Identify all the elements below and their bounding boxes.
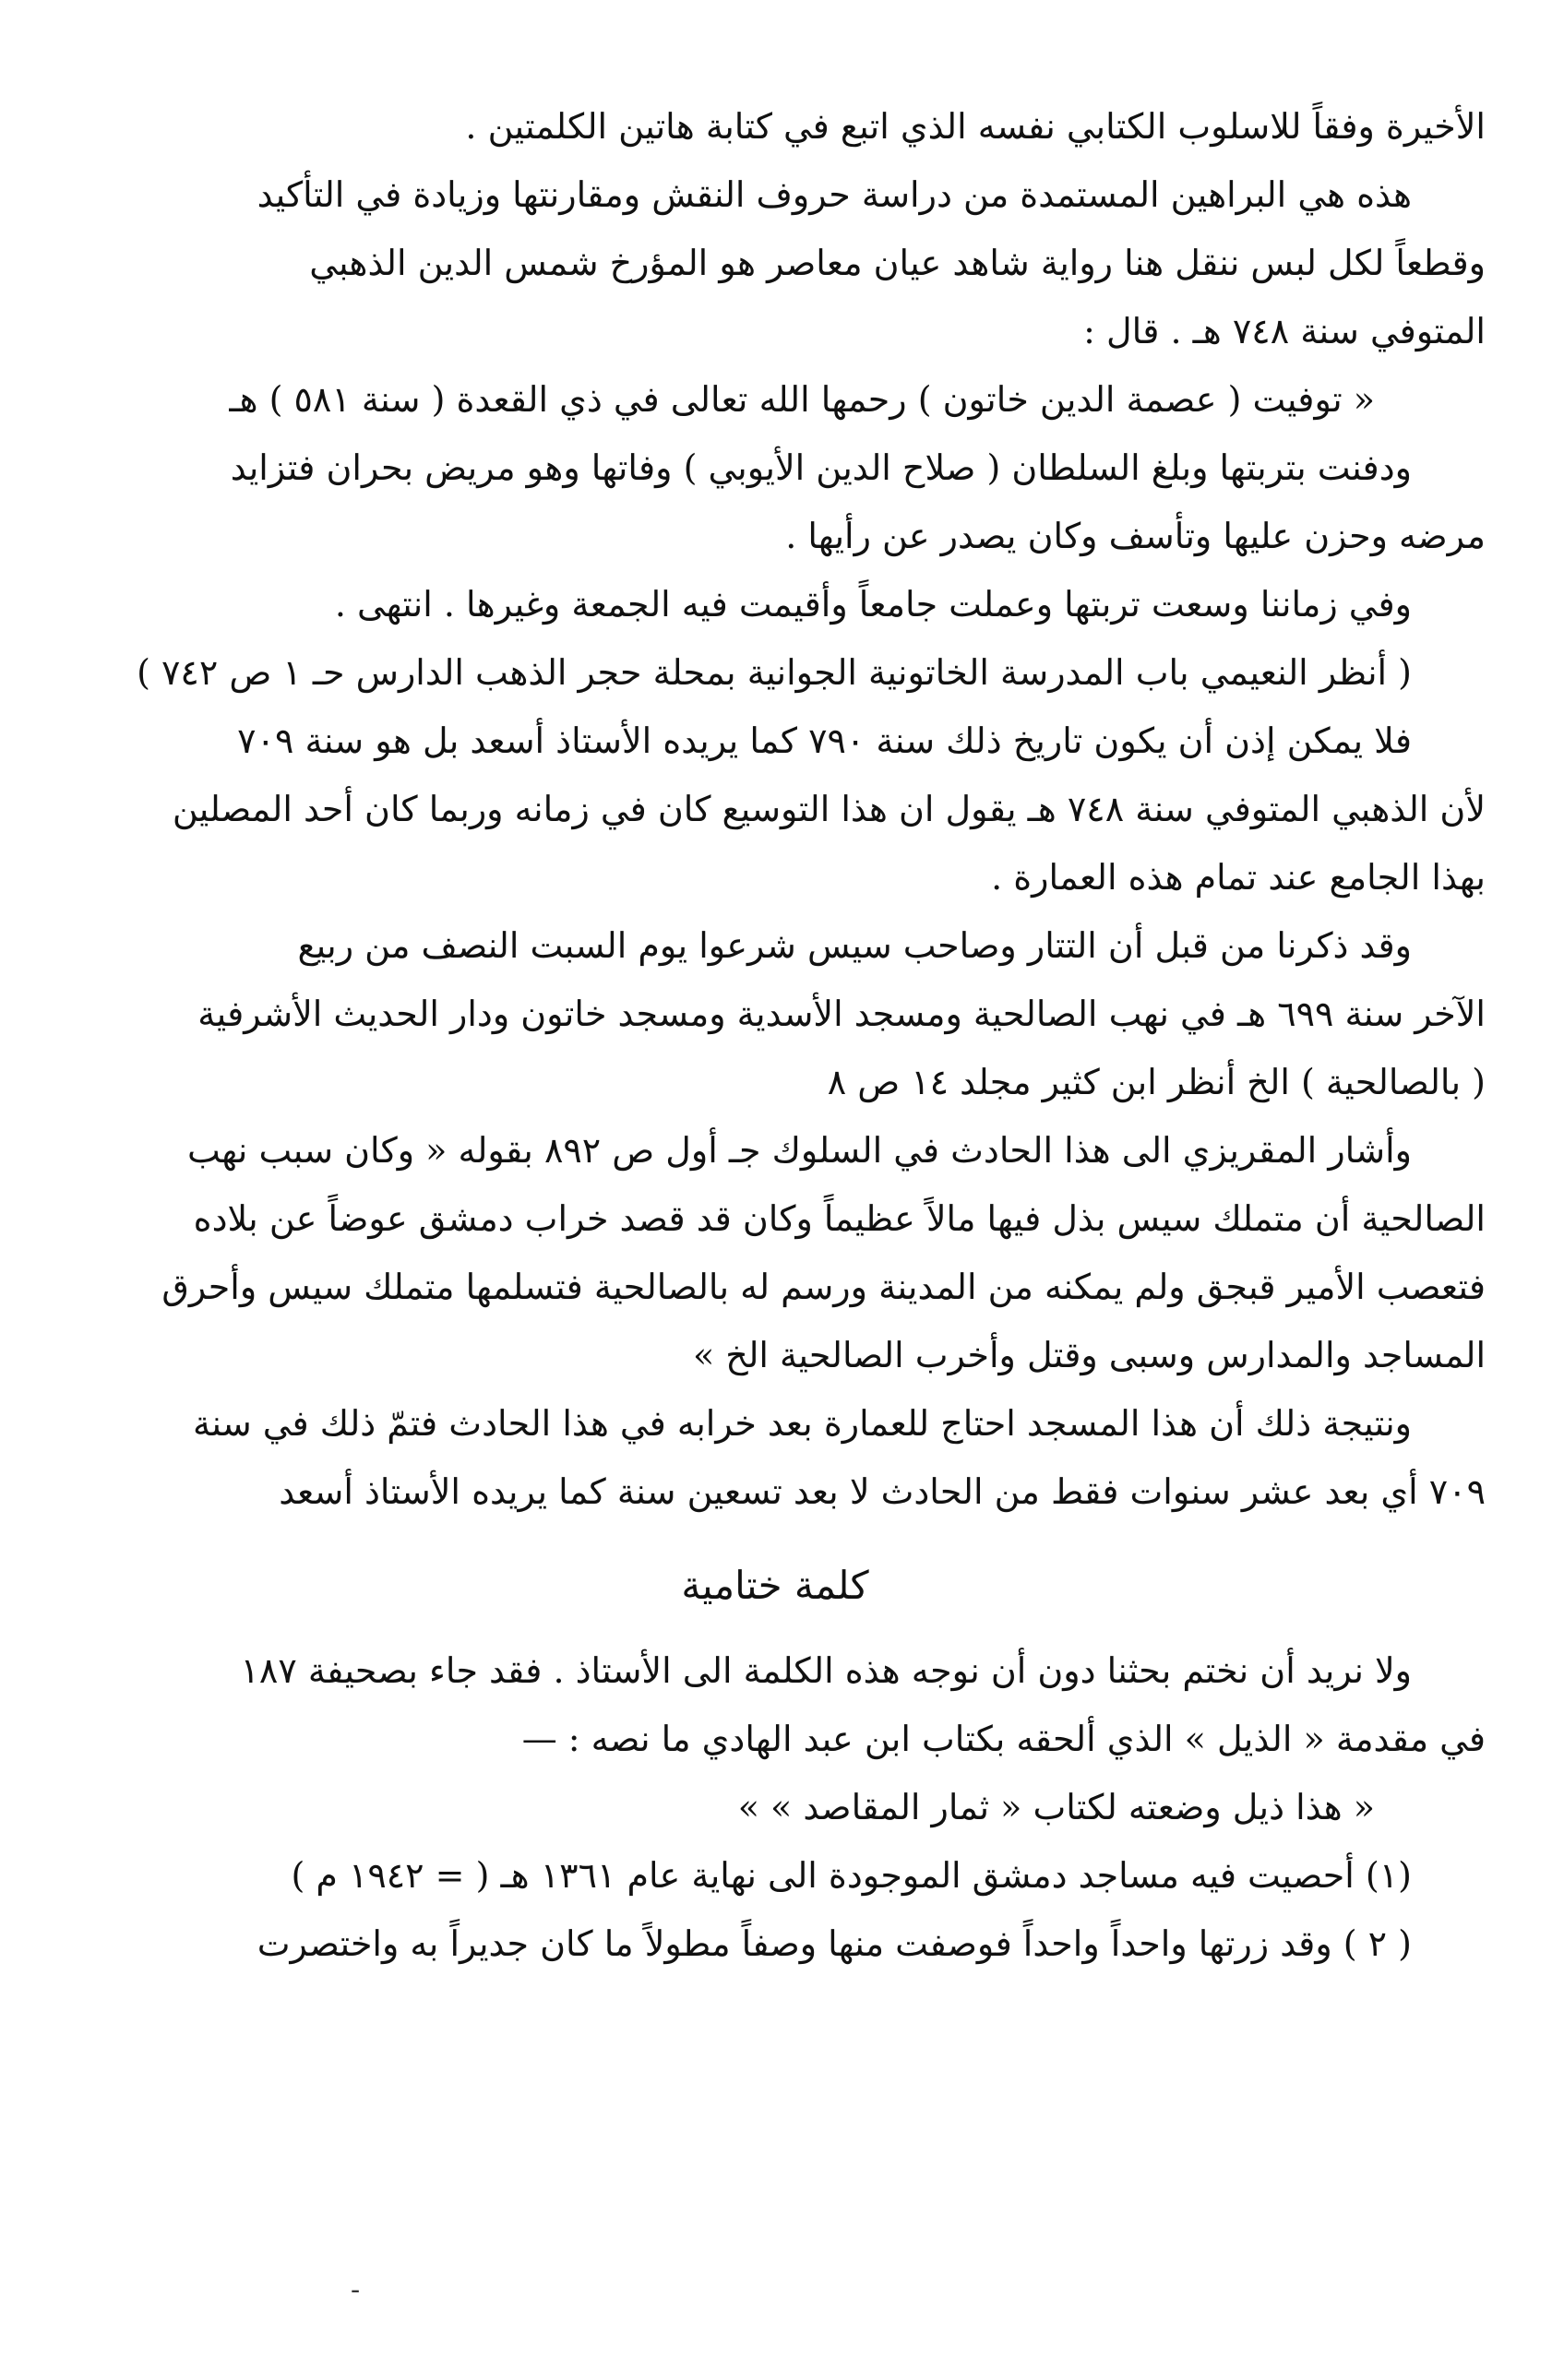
text-line-1: الأخيرة وفقاً للاسلوب الكتابي نفسه الذي اتبع في كتابة هاتين الكلمتين . (465, 106, 1486, 147)
page-footer-mark: - (351, 2274, 361, 2306)
closing-quote-line: « هذا ذيل وضعته لكتاب « ثمار المقاصد » » (737, 1787, 1375, 1827)
closing-line-1: ولا نريد أن نختم بحثنا دون أن نوجه هذه الكلمة الى الأستاذ . فقد جاء بصحيفة ١٨٧ (240, 1650, 1412, 1691)
text-line-16: وأشار المقريزي الى هذا الحادث في السلوك جـ أول ص ٨٩٢ بقوله « وكان سبب نهب (186, 1130, 1412, 1171)
closing-line-2: في مقدمة « الذيل » الذي ألحقه بكتاب ابن عبد الهادي ما نصه : — (521, 1719, 1486, 1759)
text-line-19: المساجد والمدارس وسبى وقتل وأخرب الصالحية الخ » (692, 1335, 1486, 1375)
text-line-15: ( بالصالحية ) الخ أنظر ابن كثير مجلد ١٤ ص ٨ (827, 1062, 1486, 1102)
quote-line-1: « توفيت ( عصمة الدين خاتون ) رحمها الله تعالى في ذي القعدة ( سنة ٥٨١ ) هـ (229, 379, 1375, 420)
text-line-10: فلا يمكن إذن أن يكون تاريخ ذلك سنة ٧٩٠ كما يريده الأستاذ أسعد بل هو سنة ٧٠٩ (237, 720, 1412, 761)
text-line-12: بهذا الجامع عند تمام هذه العمارة . (991, 857, 1486, 898)
quote-line-4: وفي زماننا وسعت تربتها وعملت جامعاً وأقيمت فيه الجمعة وغيرها . انتهى . (334, 584, 1412, 625)
text-line-17: الصالحية أن متملك سيس بذل فيها مالاً عظيماً وكان قد قصد خراب دمشق عوضاً عن بلاده (193, 1198, 1486, 1239)
text-line-11: لأن الذهبي المتوفي سنة ٧٤٨ هـ يقول ان هذا التوسيع كان في زمانه وربما كان أحد المصلين (172, 789, 1486, 829)
text-line-20: ونتيجة ذلك أن هذا المسجد احتاج للعمارة بعد خرابه في هذا الحادث فتمّ ذلك في سنة (193, 1403, 1412, 1444)
quote-line-2: ودفنت بتربتها وبلغ السلطان ( صلاح الدين الأيوبي ) وفاتها وهو مريض بحران فتزايد (230, 447, 1412, 488)
text-line-21: ٧٠٩ أي بعد عشر سنوات فقط من الحادث لا بعد تسعين سنة كما يريده الأستاذ أسعد (279, 1471, 1486, 1512)
text-line-18: فتعصب الأمير قبجق ولم يمكنه من المدينة ورسم له بالصالحية فتسلمها متملك سيس وأحرق (161, 1267, 1486, 1307)
closing-list-item-1: (١) أحصيت فيه مساجد دمشق الموجودة الى نهاية عام ١٣٦١ هـ ( = ١٩٤٢ م ) (291, 1855, 1412, 1896)
document-page (65, 92, 1486, 1978)
text-line-4: المتوفي سنة ٧٤٨ هـ . قال : (1083, 311, 1486, 351)
text-line-14: الآخر سنة ٦٩٩ هـ في نهب الصالحية ومسجد الأسدية ومسجد خاتون ودار الحديث الأشرفية (197, 994, 1486, 1034)
closing-list-item-2: ( ٢ ) وقد زرتها واحداً واحداً فوصفت منها وصفاً مطولاً ما كان جديراً به واختصرت (257, 1923, 1412, 1964)
quote-line-3: مرضه وحزن عليها وتأسف وكان يصدر عن رأيها . (785, 516, 1486, 556)
text-line-2: هذه هي البراهين المستمدة من دراسة حروف النقش ومقارنتها وزيادة في التأكيد (257, 174, 1412, 215)
section-heading: كلمة ختامية (681, 1563, 869, 1608)
text-line-13: وقد ذكرنا من قبل أن التتار وصاحب سيس شرعوا يوم السبت النصف من ربيع (297, 925, 1412, 966)
citation-line: ( أنظر النعيمي باب المدرسة الخاتونية الجوانية بمحلة حجر الذهب الدارس حـ ١ ص ٧٤٢ ) (137, 652, 1412, 693)
text-line-3: وقطعاً لكل لبس ننقل هنا رواية شاهد عيان معاصر هو المؤرخ شمس الدين الذهبي (309, 243, 1486, 283)
